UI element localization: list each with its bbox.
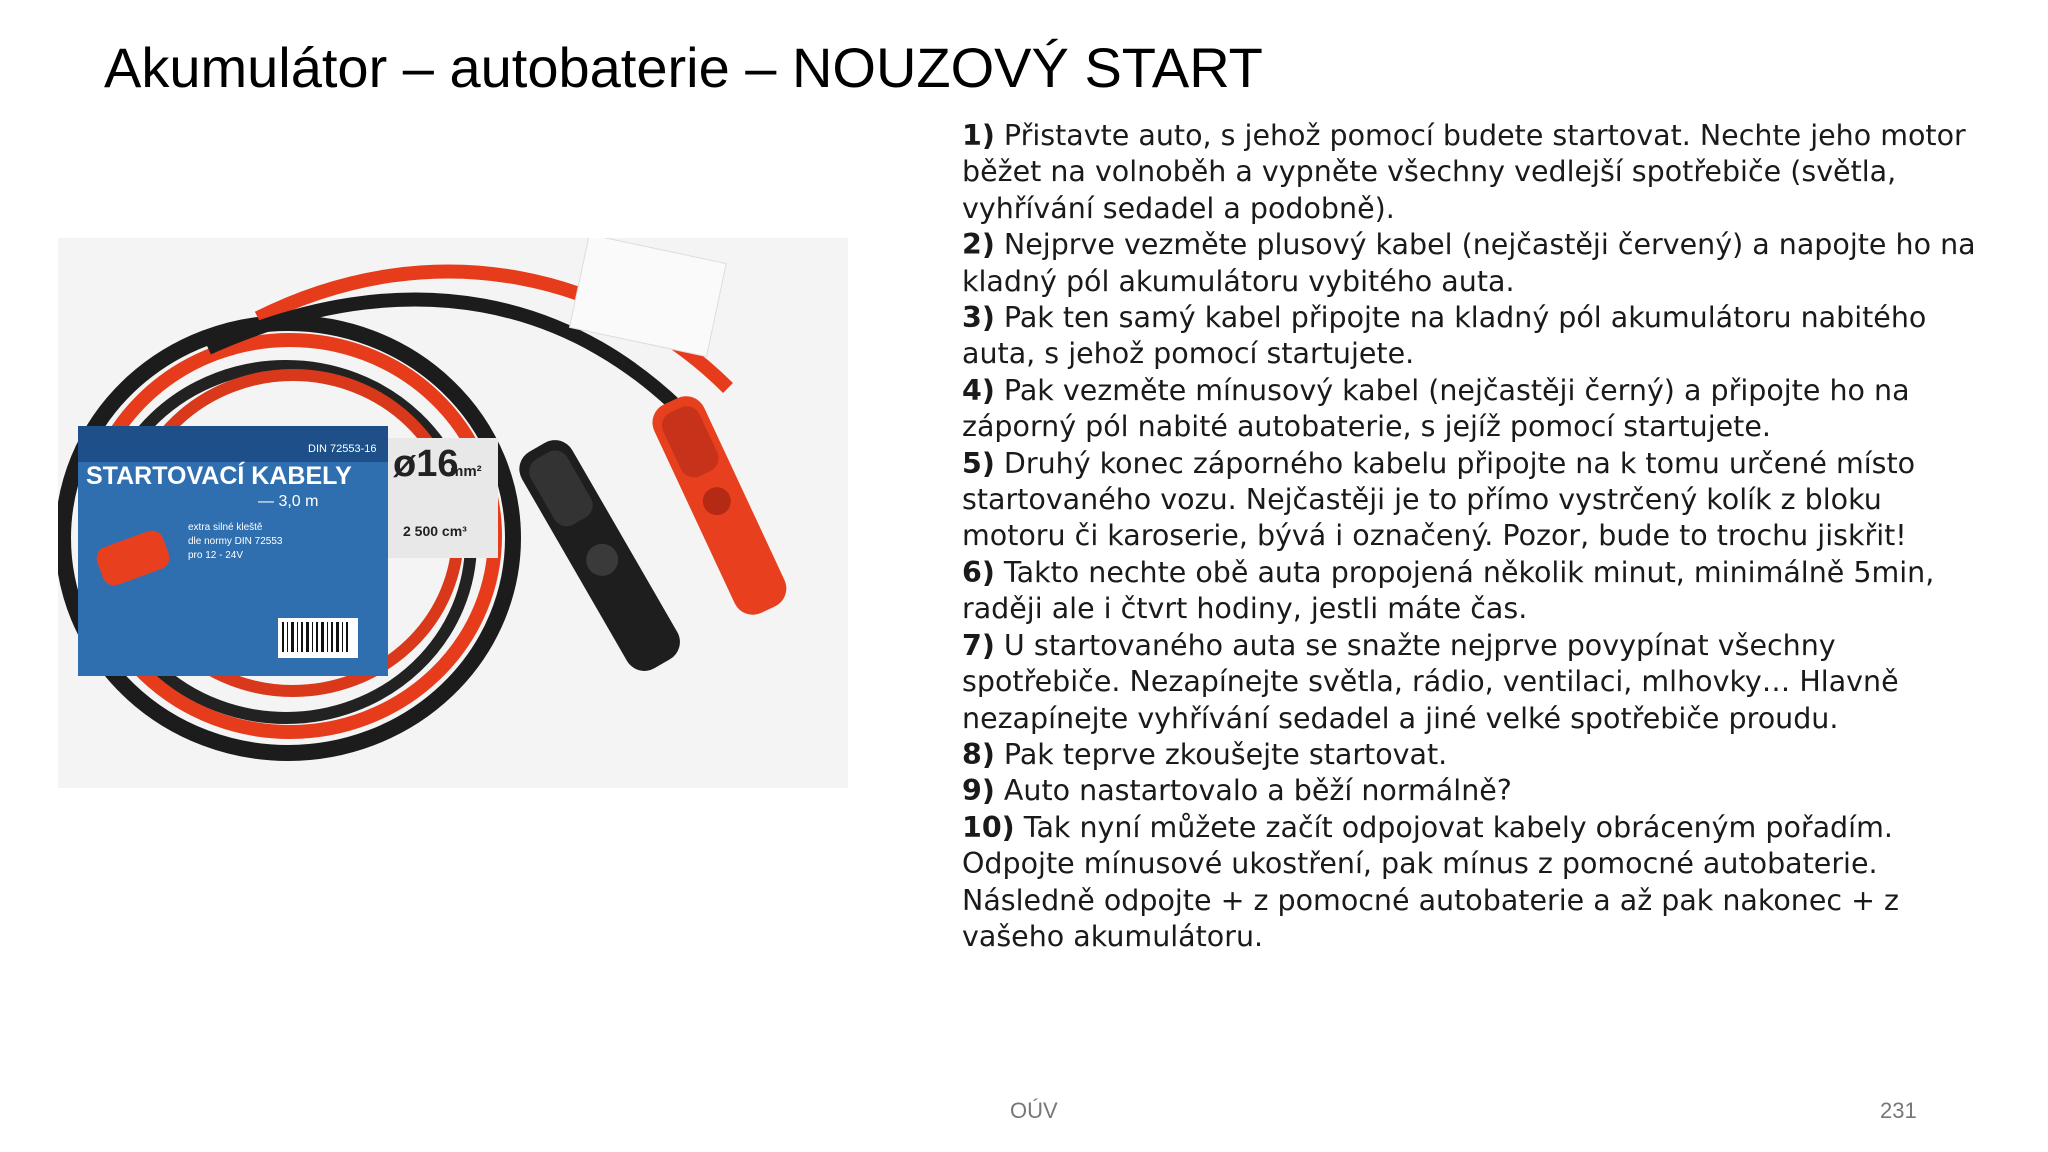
step-8: [962, 737, 1982, 773]
step-text: Auto nastartovalo a běží normálně?: [1003, 774, 1512, 808]
step-number: 10): [962, 810, 1015, 844]
step-number: 9): [962, 774, 995, 808]
step-4: [962, 373, 1982, 446]
step-text: Pak vezměte mínusový kabel (nejčastěji černý) a připojte ho na záporný pól nabité autobaterie, s jejíž pomocí startujete.: [962, 373, 1910, 444]
page-number: 231: [1880, 1098, 1917, 1123]
jumper-cables-photo: [58, 238, 848, 788]
step-text: Nejprve vezměte plusový kabel (nejčastěji červený) a napojte ho na kladný pól akumulátoru vybitého auta.: [962, 228, 1976, 298]
package-size: ø16: [393, 443, 459, 485]
step-7: [962, 628, 1982, 737]
step-number: 4): [962, 373, 995, 407]
step-5: [962, 446, 1982, 555]
package-title: STARTOVACÍ KABELY: [86, 462, 352, 490]
package-bullet: pro 12 - 24V: [188, 550, 244, 561]
instructions-list: [962, 118, 1982, 955]
step-number: 5): [962, 446, 995, 480]
step-text: Přistavte auto, s jehož pomocí budete startovat. Nechte jeho motor běžet na volnoběh a vypněte všechny vedlejší spotřebiče (světla, vyhřívání sedadel a podobně).: [962, 119, 1966, 225]
step-text: U startovaného auta se snažte nejprve povypínat všechny spotřebiče. Nezapínejte světla, rádio, ventilaci, mlhovky… Hlavně nezapínejte vyhřívání sedadel a jiné velké spotřebiče proudu.: [962, 628, 1899, 735]
package-length: — 3,0 m: [258, 493, 319, 510]
step-number: 8): [962, 737, 995, 771]
step-number: 1): [962, 119, 995, 152]
package-unit: mm²: [450, 463, 482, 480]
step-9: [962, 773, 1982, 809]
step-text: Druhý konec záporného kabelu připojte na k tomu určené místo startovaného vozu. Nejčastěji je to přímo vystrčený kolík z bloku motoru či karoserie, bývá i označený. Pozor, bude to trochu jiskřit!: [962, 446, 1916, 553]
step-6: [962, 555, 1982, 628]
package-bullet: extra silné kleště: [188, 522, 263, 533]
package-current: 2 500 cm³: [403, 523, 467, 539]
step-number: 6): [962, 555, 995, 589]
step-number: 7): [962, 628, 995, 662]
step-2: [962, 227, 1982, 300]
step-3: [962, 300, 1982, 373]
step-number: 2): [962, 228, 995, 262]
step-text: Tak nyní můžete začít odpojovat kabely obráceným pořadím. Odpojte mínusové ukostření, pak mínus z pomocné autobaterie. Následně odpojte + z pomocné autobaterie a až pak nakonec + z vašeho akumulátoru.: [962, 810, 1900, 953]
step-text: Pak ten samý kabel připojte na kladný pól akumulátoru nabitého auta, s jehož pomocí startujete.: [962, 301, 1927, 371]
step-1: [962, 118, 1982, 227]
footer-label: OÚV: [1010, 1098, 1058, 1123]
step-text: Takto nechte obě auta propojená několik minut, minimálně 5min, raději ale i čtvrt hodiny, jestli máte čas.: [962, 555, 1935, 626]
slide-title: Akumulátor – autobaterie – NOUZOVÝ START: [104, 36, 1263, 99]
step-number: 3): [962, 301, 995, 335]
package-norm: DIN 72553-16: [308, 443, 377, 455]
step-text: Pak teprve zkoušejte startovat.: [1003, 737, 1448, 771]
step-10: [962, 810, 1982, 956]
package-bullet: dle normy DIN 72553: [188, 536, 283, 547]
